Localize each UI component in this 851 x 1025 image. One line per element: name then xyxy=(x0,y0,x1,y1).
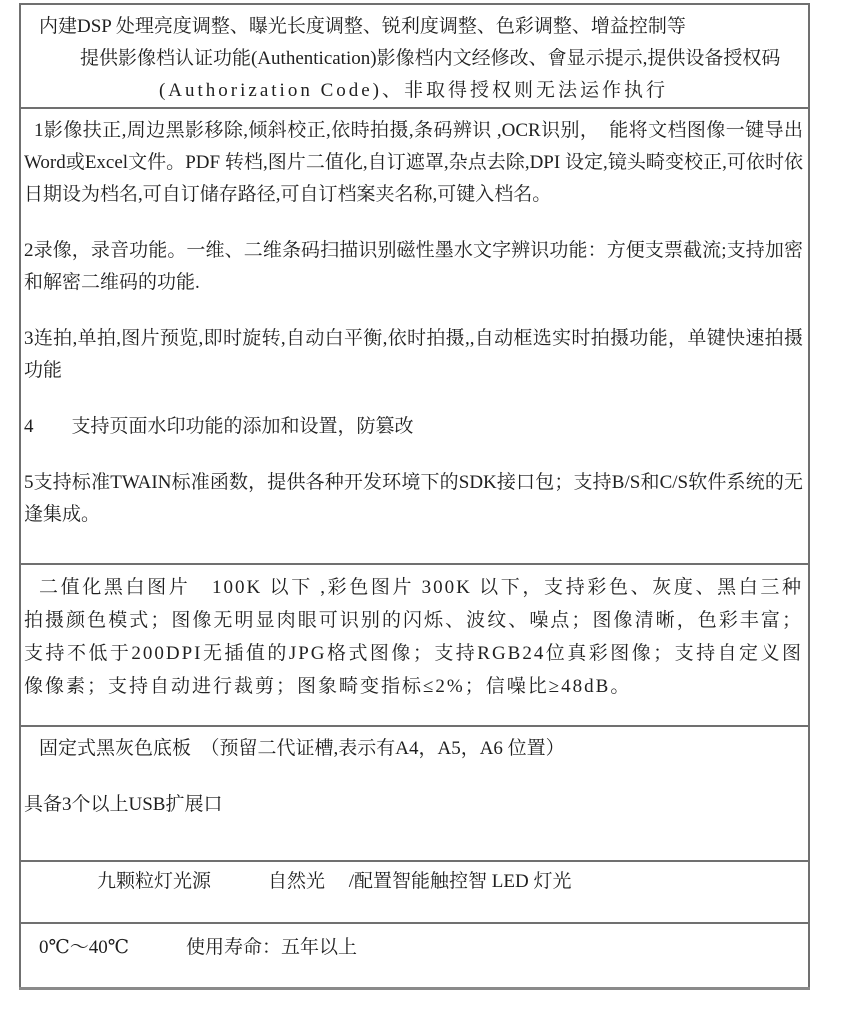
paragraph: 内建DSP 处理亮度调整、曝光长度调整、锐利度调整、色彩调整、增益控制等 xyxy=(39,16,686,37)
table-cell-light xyxy=(20,861,809,923)
table-cell-image-quality xyxy=(20,564,809,726)
paragraph: 3连拍,单拍,图片预览,即时旋转,自动白平衡,依时拍摄,,自动框选实时拍摄功能，单键快速拍摄功能 xyxy=(24,328,803,381)
paragraph: (Authorization Code)、非取得授权则无法运作执行 xyxy=(158,80,669,101)
table-cell-temp xyxy=(20,923,809,988)
table-row-features xyxy=(20,108,809,564)
paragraph: 0℃～40℃ 使用寿命：五年以上 xyxy=(39,937,358,958)
paragraph: 1影像扶正,周边黑影移除,倾斜校正,依時拍摄,条码辨识 ,OCR识别， 能将文档图像一键导出Word或Excel文件。PDF 转档,图片二值化,自订遮罩,杂点去除,DPI 设定,镜头畸变校正,可依时依日期设为档名,可自订储存路径,可自订档案夹名称,可键入档名。 xyxy=(24,120,803,205)
table-row-dsp xyxy=(20,4,809,108)
spec-table xyxy=(19,3,810,990)
table-cell-dsp xyxy=(20,4,809,108)
table-row-image-quality xyxy=(20,564,809,726)
paragraph: 提供影像档认证功能(Authentication)影像档内文经修改、會显示提示,提供设备授权码 xyxy=(80,48,781,69)
paragraph: 4 支持页面水印功能的添加和设置，防篡改 xyxy=(24,416,414,437)
paragraph: 固定式黑灰色底板 （预留二代证槽,表示有A4，A5，A6 位置） xyxy=(39,738,565,759)
table-row-temp xyxy=(20,923,809,988)
table-row-light xyxy=(20,861,809,923)
table-row-base-plate xyxy=(20,726,809,861)
paragraph: 具备3个以上USB扩展口 xyxy=(24,794,223,815)
paragraph: 5支持标准TWAIN标准函数，提供各种开发环境下的SDK接口包；支持B/S和C/S软件系统的无逢集成。 xyxy=(24,472,803,525)
table-cell-base-plate xyxy=(20,726,809,861)
paragraph: 九颗粒灯光源 自然光 /配置智能触控智 LED 灯光 xyxy=(97,871,572,892)
table-cell-features xyxy=(20,108,809,564)
paragraph: 二值化黑白图片 100K 以下 ,彩色图片 300K 以下，支持彩色、灰度、黑白三种拍摄颜色模式；图像无明显肉眼可识别的闪烁、波纹、噪点；图像清晰，色彩丰富；支持不低于200DPI无插值的JPG格式图像；支持RGB24位真彩图像；支持自定义图像像素；支持自动进行裁剪；图象畸变指标≤2%；信噪比≥48dB。 xyxy=(24,577,803,697)
paragraph: 2录像，录音功能。一维、二维条码扫描识别磁性墨水文字辨识功能：方便支票截流;支持加密和解密二维码的功能. xyxy=(24,240,803,293)
